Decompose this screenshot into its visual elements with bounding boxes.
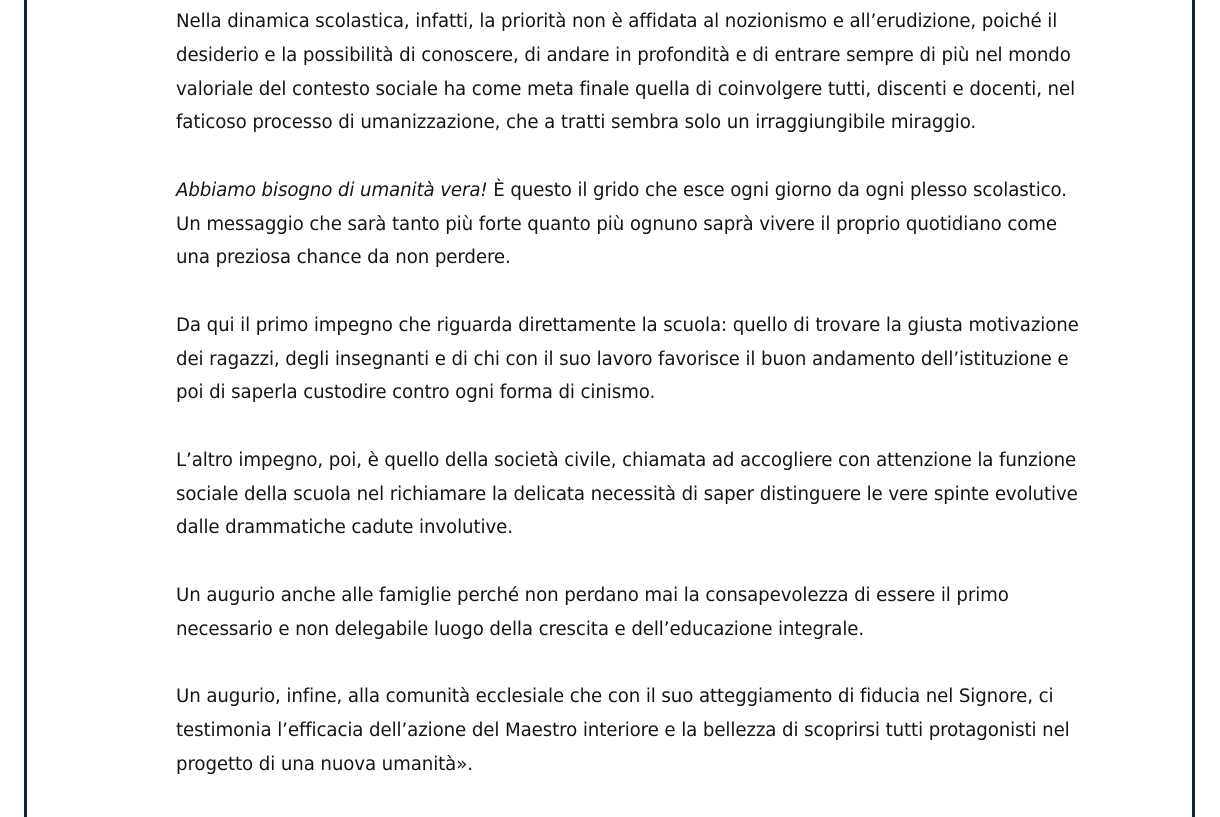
article-paragraph-3 — [176, 309, 1096, 410]
article-paragraph-2 — [176, 174, 1096, 275]
paragraph-text: Nella dinamica scolastica, infatti, la priorità non è affidata al nozionismo e all’erudizione, poiché il desiderio e la possibilità di conoscere, di andare in profondità e di entrare sempre di più nel mondo valoriale del contesto sociale ha come meta finale quella di coinvolgere tutti, discenti e docenti, nel faticoso processo di umanizzazione, che a tratti sembra solo un irraggiungibile miraggio. — [176, 11, 1076, 134]
article-paragraph-4 — [176, 444, 1096, 545]
content-frame — [24, 0, 1195, 817]
paragraph-text: È questo il grido che esce ogni giorno da ogni plesso scolastico. Un messaggio che sarà tanto più forte quanto più ognuno saprà vivere il proprio quotidiano come una preziosa chance da non perdere. — [176, 179, 1067, 269]
article-paragraph-6 — [176, 680, 1096, 781]
paragraph-text: Un augurio, infine, alla comunità ecclesiale che con il suo atteggiamento di fiducia nel Signore, ci testimonia l’efficacia dell’azione del Maestro interiore e la bellezza di scoprirsi tutti protagonisti nel progetto di una nuova umanità». — [176, 685, 1070, 775]
italic-lead: Abbiamo bisogno di umanità vera! — [176, 179, 488, 201]
article-paragraph-5 — [176, 579, 1096, 647]
paragraph-text: Un augurio anche alle famiglie perché non perdano mai la consapevolezza di essere il primo necessario e non delegabile luogo della crescita e dell’educazione integrale. — [176, 584, 1009, 640]
paragraph-text: Da qui il primo impegno che riguarda direttamente la scuola: quello di trovare la giusta motivazione dei ragazzi, degli insegnanti e di chi con il suo lavoro favorisce il buon andamento dell’istituzione e poi di saperla custodire contro ogni forma di cinismo. — [176, 314, 1079, 404]
paragraph-text: L’altro impegno, poi, è quello della società civile, chiamata ad accogliere con attenzione la funzione sociale della scuola nel richiamare la delicata necessità di saper distinguere le vere spinte evolutive dalle drammatiche cadute involutive. — [176, 449, 1078, 539]
article-body — [176, 5, 1096, 815]
article-paragraph-1 — [176, 5, 1096, 140]
